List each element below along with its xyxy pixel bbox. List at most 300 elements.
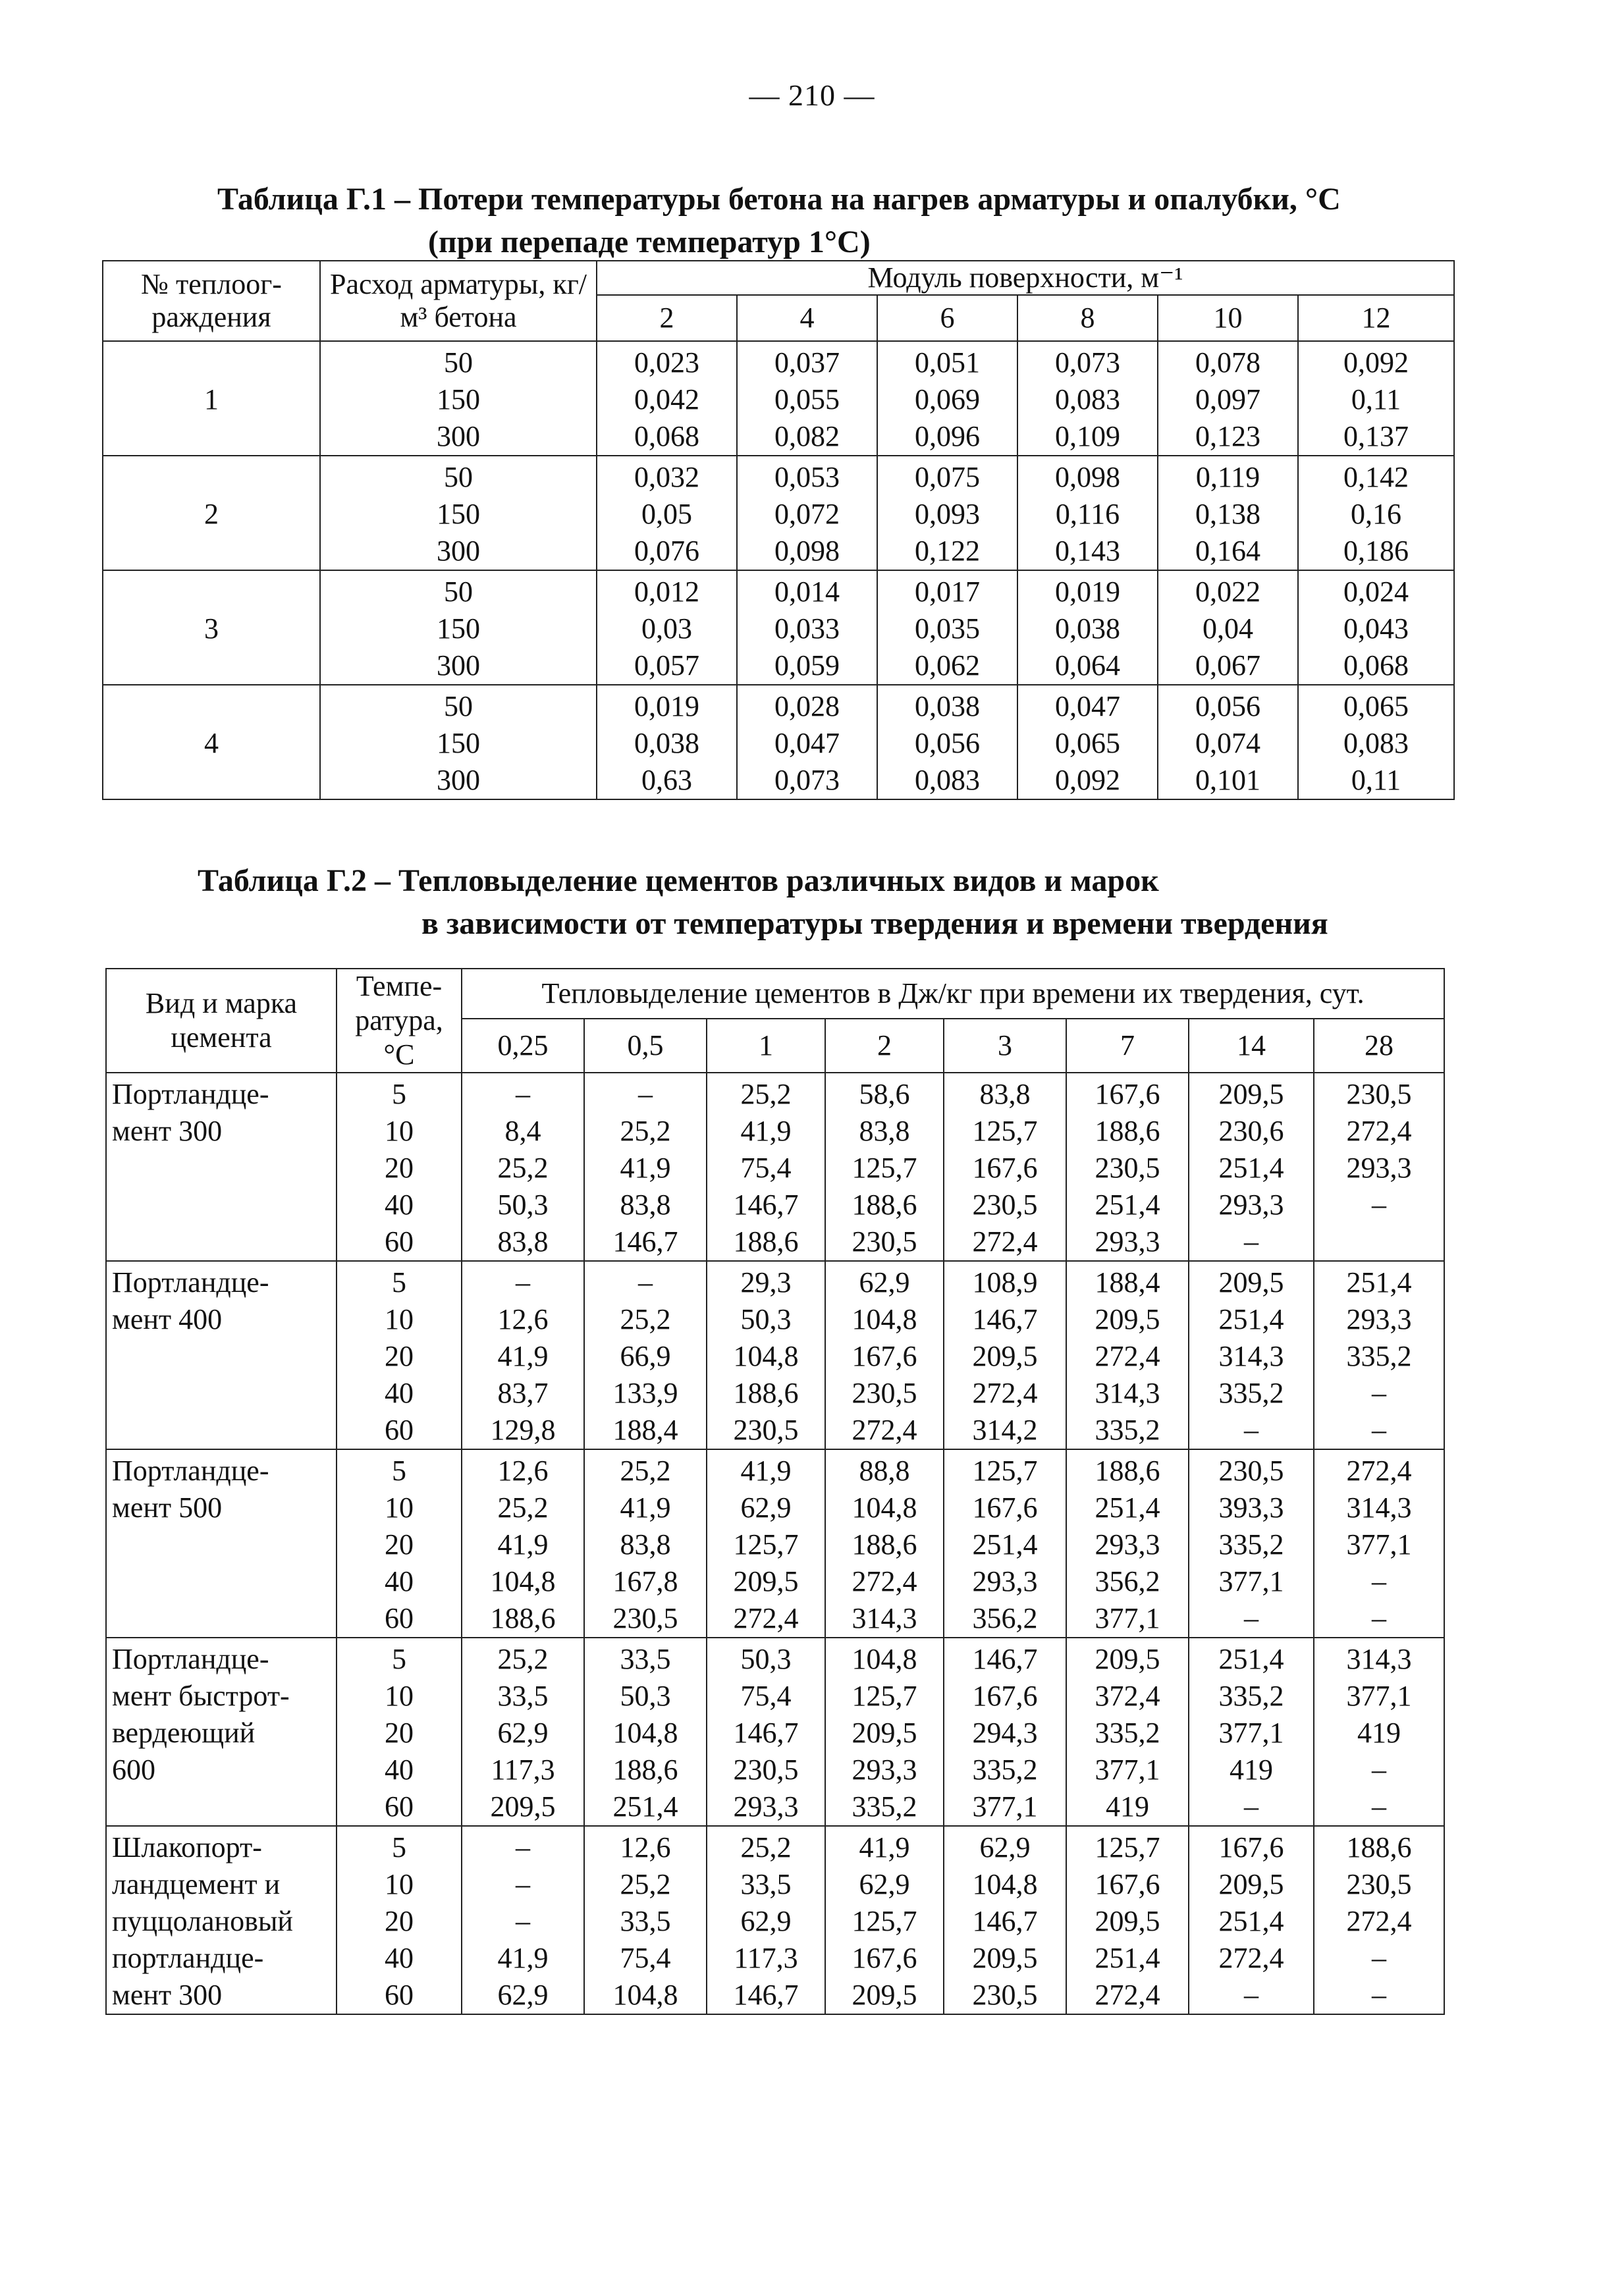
heat-value: 209,5 [1095, 1643, 1160, 1675]
heat-value: 62,9 [979, 1831, 1031, 1863]
heat-value: 41,9 [620, 1152, 671, 1184]
temperature-value: 20 [385, 1717, 414, 1749]
header-cement-kind: Вид и марка цемента [106, 969, 337, 1073]
table2-title-line2: в зависимости от температуры твердения и времени твердения [421, 906, 1328, 941]
heat-value: 33,5 [497, 1680, 549, 1712]
heat-values [707, 1638, 825, 1826]
heat-value: – [516, 1266, 530, 1299]
heat-value: 188,6 [1095, 1115, 1160, 1147]
rate-value: 50 [444, 346, 473, 379]
heat-value: 167,6 [1095, 1078, 1160, 1110]
cement-kind [106, 1073, 337, 1261]
table-row [106, 1638, 1444, 1826]
heat-value: 50,3 [740, 1643, 792, 1675]
heat-values [1314, 1826, 1444, 2014]
heat-value: 209,5 [733, 1565, 799, 1597]
heat-value: 167,6 [1095, 1868, 1160, 1900]
time-header: 14 [1189, 1019, 1314, 1073]
loss-value: 0,035 [915, 612, 980, 645]
heat-values [825, 1449, 944, 1638]
temperatures [337, 1261, 462, 1449]
rate-value: 150 [437, 727, 480, 759]
heat-value: 314,3 [852, 1602, 917, 1634]
heat-value: 104,8 [612, 1717, 678, 1749]
heat-value: 62,9 [740, 1905, 792, 1937]
loss-values [597, 570, 737, 685]
heat-value: – [516, 1868, 530, 1900]
heat-value: – [638, 1078, 653, 1110]
loss-value: 0,082 [774, 420, 840, 452]
table2-title-line1: Таблица Г.2 – Тепловыделение цементов различных видов и марок [198, 863, 1159, 898]
loss-value: 0,017 [915, 576, 980, 608]
heat-value: 188,6 [490, 1602, 556, 1634]
loss-value: 0,083 [1343, 727, 1409, 759]
heat-value: 251,4 [1095, 1189, 1160, 1221]
temperature-value: 10 [385, 1868, 414, 1900]
loss-value: 0,138 [1195, 498, 1260, 530]
heat-value: – [1244, 1225, 1259, 1258]
loss-values [1017, 570, 1158, 685]
heat-value: 230,5 [612, 1602, 678, 1634]
cement-kind [106, 1638, 337, 1826]
loss-value: 0,03 [641, 612, 692, 645]
loss-value: 0,062 [915, 649, 980, 682]
temperature-value: 60 [385, 1790, 414, 1823]
heat-value: – [1244, 1602, 1259, 1634]
loss-value: 0,064 [1055, 649, 1120, 682]
loss-value: 0,032 [634, 461, 699, 493]
loss-values [877, 456, 1017, 570]
rate-value: 150 [437, 498, 480, 530]
loss-value: 0,05 [641, 498, 692, 530]
loss-value: 0,143 [1055, 535, 1120, 567]
loss-value: 0,056 [915, 727, 980, 759]
loss-value: 0,067 [1195, 649, 1260, 682]
table-row [106, 1449, 1444, 1638]
heat-value: 83,7 [497, 1377, 549, 1409]
loss-value: 0,075 [915, 461, 980, 493]
loss-value: 0,63 [641, 764, 692, 796]
heat-value: 335,2 [1218, 1528, 1284, 1561]
heat-value: 25,2 [620, 1303, 671, 1335]
rate-value: 50 [444, 690, 473, 722]
heat-value: 104,8 [733, 1340, 799, 1372]
table1-title-line2: (при перепаде температур 1°С) [428, 225, 871, 259]
temperature-value: 5 [392, 1455, 406, 1487]
loss-value: 0,11 [1351, 764, 1401, 796]
heat-value: – [1244, 1979, 1259, 2011]
loss-value: 0,059 [774, 649, 840, 682]
heat-value: 104,8 [612, 1979, 678, 2011]
heat-value: 272,4 [852, 1565, 917, 1597]
heat-value: 133,9 [612, 1377, 678, 1409]
loss-value: 0,076 [634, 535, 699, 567]
heat-value: 104,8 [852, 1643, 917, 1675]
loss-value: 0,033 [774, 612, 840, 645]
heat-value: 209,5 [1218, 1078, 1284, 1110]
rate-value: 150 [437, 383, 480, 415]
heat-value: 335,2 [1218, 1377, 1284, 1409]
heat-value: 188,4 [1095, 1266, 1160, 1299]
loss-value: 0,083 [1055, 383, 1120, 415]
heat-value [1314, 1223, 1444, 1260]
heat-value: 146,7 [733, 1189, 799, 1221]
heat-value: 12,6 [620, 1831, 671, 1863]
heat-value: 83,8 [859, 1115, 910, 1147]
heat-value: 251,4 [1218, 1643, 1284, 1675]
table-row [103, 685, 1454, 799]
time-header: 1 [707, 1019, 825, 1073]
heat-value: 230,5 [972, 1979, 1038, 2011]
header-temperature: Темпе-ратура, °С [337, 969, 462, 1073]
temperature-value: 20 [385, 1528, 414, 1561]
heat-value: 293,3 [1095, 1225, 1160, 1258]
cement-name-line: пуццолановый [112, 1905, 293, 1937]
temperature-value: 60 [385, 1602, 414, 1634]
heat-value: 41,9 [620, 1491, 671, 1524]
rate-value: 150 [437, 612, 480, 645]
heat-value: – [1372, 1754, 1387, 1786]
heat-value: 29,3 [740, 1266, 792, 1299]
loss-values [1158, 570, 1298, 685]
loss-values [1017, 685, 1158, 799]
time-header: 0,25 [462, 1019, 584, 1073]
cement-name-line: 600 [112, 1754, 155, 1786]
loss-values [877, 685, 1017, 799]
loss-value: 0,074 [1195, 727, 1260, 759]
heat-value: 230,5 [1095, 1152, 1160, 1184]
loss-value: 0,097 [1195, 383, 1260, 415]
heat-values [944, 1826, 1066, 2014]
loss-value: 0,142 [1343, 461, 1409, 493]
heat-value: 188,6 [852, 1528, 917, 1561]
heat-value: 33,5 [620, 1643, 671, 1675]
loss-value: 0,068 [1343, 649, 1409, 682]
heat-value: 66,9 [620, 1340, 671, 1372]
heat-value: 83,8 [979, 1078, 1031, 1110]
heat-value: 230,5 [852, 1377, 917, 1409]
heat-value: 62,9 [859, 1868, 910, 1900]
heat-value: 335,2 [1095, 1717, 1160, 1749]
heat-value: 209,5 [972, 1942, 1038, 1974]
loss-values [737, 685, 877, 799]
heat-value: 377,1 [1218, 1717, 1284, 1749]
rate-value: 50 [444, 461, 473, 493]
temperature-value: 60 [385, 1979, 414, 2011]
heat-value: 41,9 [740, 1115, 792, 1147]
heat-value: 419 [1230, 1754, 1273, 1786]
rate-value: 300 [437, 535, 480, 567]
heat-value: 419 [1357, 1717, 1401, 1749]
time-header: 3 [944, 1019, 1066, 1073]
heat-value: 314,3 [1095, 1377, 1160, 1409]
heat-value: 230,5 [972, 1189, 1038, 1221]
loss-value: 0,119 [1195, 461, 1260, 493]
heat-value: – [1372, 1414, 1387, 1446]
module-header: 4 [737, 295, 877, 341]
cement-name-line: Портландце- [112, 1455, 269, 1487]
heat-value: – [1244, 1790, 1259, 1823]
temperature-value: 40 [385, 1754, 414, 1786]
heat-value: 272,4 [972, 1377, 1038, 1409]
heat-value: 25,2 [497, 1643, 549, 1675]
table-row [106, 1826, 1444, 2014]
heat-values [707, 1449, 825, 1638]
heat-value: 12,6 [497, 1303, 549, 1335]
table-row [103, 570, 1454, 685]
loss-value: 0,092 [1055, 764, 1120, 796]
temperatures [337, 1826, 462, 2014]
loss-value: 0,051 [915, 346, 980, 379]
heat-value: 419 [1106, 1790, 1149, 1823]
heat-values [1066, 1638, 1189, 1826]
reinforcement-rates [320, 570, 597, 685]
cement-name-line: мент 500 [112, 1491, 223, 1524]
heat-value: 293,3 [1346, 1303, 1412, 1335]
heat-value: 230,5 [1346, 1078, 1412, 1110]
temperature-value: 20 [385, 1905, 414, 1937]
heat-value: 377,1 [1346, 1680, 1412, 1712]
heat-value: 272,4 [1346, 1115, 1412, 1147]
loss-value: 0,014 [774, 576, 840, 608]
loss-value: 0,073 [774, 764, 840, 796]
heat-value: – [1372, 1565, 1387, 1597]
heat-value: 356,2 [1095, 1565, 1160, 1597]
heat-value: 230,6 [1218, 1115, 1284, 1147]
loss-values [737, 570, 877, 685]
temperature-value: 10 [385, 1680, 414, 1712]
heat-value: 125,7 [1095, 1831, 1160, 1863]
loss-value: 0,024 [1343, 576, 1409, 608]
heat-values [1189, 1261, 1314, 1449]
loss-value: 0,098 [1055, 461, 1120, 493]
loss-values [597, 456, 737, 570]
heat-value: 129,8 [490, 1414, 556, 1446]
loss-value: 0,078 [1195, 346, 1260, 379]
heat-value: 230,5 [1346, 1868, 1412, 1900]
heat-value: 125,7 [852, 1152, 917, 1184]
loss-value: 0,022 [1195, 576, 1260, 608]
heat-value: 377,1 [1095, 1602, 1160, 1634]
cement-kind [106, 1261, 337, 1449]
heat-value: 293,3 [972, 1565, 1038, 1597]
temperature-value: 5 [392, 1078, 406, 1110]
heat-value: 12,6 [497, 1455, 549, 1487]
heat-value: 272,4 [733, 1602, 799, 1634]
heat-values [584, 1638, 707, 1826]
heat-value: 104,8 [852, 1303, 917, 1335]
heat-value: 146,7 [612, 1225, 678, 1258]
heat-values [1314, 1638, 1444, 1826]
table-row [103, 341, 1454, 456]
module-header: 12 [1298, 295, 1454, 341]
heat-value: 117,3 [491, 1754, 555, 1786]
heat-value: 335,2 [1095, 1414, 1160, 1446]
heat-values [584, 1261, 707, 1449]
heat-values [584, 1826, 707, 2014]
enclosure-number: 3 [103, 570, 320, 685]
heat-values [707, 1073, 825, 1261]
cement-kind [106, 1826, 337, 2014]
heat-value: 108,9 [972, 1266, 1038, 1299]
heat-value: 377,1 [1218, 1565, 1284, 1597]
heat-value: 8,4 [504, 1115, 541, 1147]
loss-value: 0,16 [1351, 498, 1401, 530]
heat-value: – [1372, 1377, 1387, 1409]
heat-value: 272,4 [1095, 1979, 1160, 2011]
heat-value: 209,5 [852, 1979, 917, 2011]
heat-value: 314,3 [1346, 1491, 1412, 1524]
heat-value: 146,7 [972, 1303, 1038, 1335]
heat-value: 377,1 [972, 1790, 1038, 1823]
heat-value: – [1372, 1790, 1387, 1823]
temperature-value: 10 [385, 1115, 414, 1147]
heat-values [462, 1449, 584, 1638]
heat-value: 83,8 [620, 1189, 671, 1221]
loss-value: 0,065 [1343, 690, 1409, 722]
heat-value: 75,4 [620, 1942, 671, 1974]
temperature-value: 40 [385, 1377, 414, 1409]
table1-title-line1: Таблица Г.1 – Потери температуры бетона на нагрев арматуры и опалубки, °С [217, 182, 1341, 217]
heat-values [825, 1261, 944, 1449]
loss-values [1298, 685, 1454, 799]
loss-value: 0,038 [915, 690, 980, 722]
loss-value: 0,093 [915, 498, 980, 530]
heat-values [1066, 1826, 1189, 2014]
heat-value: 167,6 [852, 1942, 917, 1974]
heat-value: 251,4 [1095, 1491, 1160, 1524]
heat-values [1189, 1826, 1314, 2014]
temperatures [337, 1449, 462, 1638]
heat-value: 272,4 [1095, 1340, 1160, 1372]
loss-values [1298, 341, 1454, 456]
loss-value: 0,047 [1055, 690, 1120, 722]
temperatures [337, 1638, 462, 1826]
heat-value: 251,4 [1218, 1303, 1284, 1335]
heat-value: 25,2 [740, 1831, 792, 1863]
heat-value: 251,4 [1346, 1266, 1412, 1299]
loss-values [597, 341, 737, 456]
heat-value: – [516, 1905, 530, 1937]
cement-name-line: Шлакопорт- [112, 1831, 262, 1863]
heat-value: 209,5 [490, 1790, 556, 1823]
heat-value: 372,4 [1095, 1680, 1160, 1712]
heat-value: 188,6 [733, 1377, 799, 1409]
heat-value: 62,9 [859, 1266, 910, 1299]
rate-value: 50 [444, 576, 473, 608]
heat-value: 167,6 [972, 1491, 1038, 1524]
heat-value: 230,5 [1218, 1455, 1284, 1487]
heat-value: 25,2 [620, 1455, 671, 1487]
cement-name-line: мент 300 [112, 1979, 223, 2011]
heat-value: 188,6 [1346, 1831, 1412, 1863]
module-header: 6 [877, 295, 1017, 341]
heat-value: 230,5 [733, 1414, 799, 1446]
heat-value: 41,9 [497, 1942, 549, 1974]
loss-value: 0,019 [1055, 576, 1120, 608]
heat-value: 293,3 [733, 1790, 799, 1823]
temperature-value: 5 [392, 1266, 406, 1299]
temperature-value: 40 [385, 1189, 414, 1221]
heat-value: 75,4 [740, 1152, 792, 1184]
heat-values [1066, 1449, 1189, 1638]
heat-value: 251,4 [1218, 1905, 1284, 1937]
heat-value: 335,2 [972, 1754, 1038, 1786]
heat-value: 209,5 [1218, 1266, 1284, 1299]
loss-value: 0,109 [1055, 420, 1120, 452]
heat-value: 272,4 [1346, 1905, 1412, 1937]
heat-value: 146,7 [733, 1717, 799, 1749]
cement-name-line: мент быстрот- [112, 1680, 290, 1712]
heat-value: 188,4 [612, 1414, 678, 1446]
heat-value: 314,3 [1346, 1643, 1412, 1675]
loss-values [737, 341, 877, 456]
temperature-value: 10 [385, 1491, 414, 1524]
heat-value: – [1372, 1189, 1387, 1221]
heat-value: 335,2 [852, 1790, 917, 1823]
cement-name-line: Портландце- [112, 1643, 269, 1675]
table-row [106, 1073, 1444, 1261]
temperature-value: 5 [392, 1831, 406, 1863]
heat-value: 272,4 [1346, 1455, 1412, 1487]
heat-value: 125,7 [852, 1680, 917, 1712]
heat-value: 41,9 [497, 1340, 549, 1372]
page-number: — 210 — [749, 78, 875, 112]
heat-value: 33,5 [620, 1905, 671, 1937]
heat-values [462, 1261, 584, 1449]
heat-values [707, 1826, 825, 2014]
cement-name-line: Портландце- [112, 1078, 269, 1110]
heat-value: 377,1 [1346, 1528, 1412, 1561]
heat-value: 104,8 [852, 1491, 917, 1524]
heat-values [1314, 1261, 1444, 1449]
cement-kind [106, 1449, 337, 1638]
rate-value: 300 [437, 764, 480, 796]
heat-value: – [1372, 1602, 1387, 1634]
heat-value: 393,3 [1218, 1491, 1284, 1524]
heat-values [584, 1073, 707, 1261]
heat-values [1189, 1073, 1314, 1261]
loss-values [597, 685, 737, 799]
time-header: 2 [825, 1019, 944, 1073]
time-header: 28 [1314, 1019, 1444, 1073]
heat-value: 335,2 [1218, 1680, 1284, 1712]
time-header: 0,5 [584, 1019, 707, 1073]
temperature-value: 10 [385, 1303, 414, 1335]
heat-values [1066, 1073, 1189, 1261]
heat-value: 272,4 [1218, 1942, 1284, 1974]
heat-value: 104,8 [490, 1565, 556, 1597]
heat-value: 83,8 [620, 1528, 671, 1561]
heat-value: 25,2 [740, 1078, 792, 1110]
heat-value: 146,7 [733, 1979, 799, 2011]
heat-values [944, 1261, 1066, 1449]
loss-value: 0,073 [1055, 346, 1120, 379]
heat-value: 125,7 [972, 1455, 1038, 1487]
heat-values [1314, 1073, 1444, 1261]
enclosure-number: 1 [103, 341, 320, 456]
heat-value: – [1244, 1414, 1259, 1446]
heat-value: 62,9 [497, 1979, 549, 2011]
heat-values [584, 1449, 707, 1638]
loss-value: 0,186 [1343, 535, 1409, 567]
cement-name-line: мент 400 [112, 1303, 223, 1335]
heat-value: 167,8 [612, 1565, 678, 1597]
heat-value: 167,6 [972, 1680, 1038, 1712]
reinforcement-rates [320, 456, 597, 570]
heat-values [825, 1826, 944, 2014]
heat-value: 25,2 [497, 1491, 549, 1524]
